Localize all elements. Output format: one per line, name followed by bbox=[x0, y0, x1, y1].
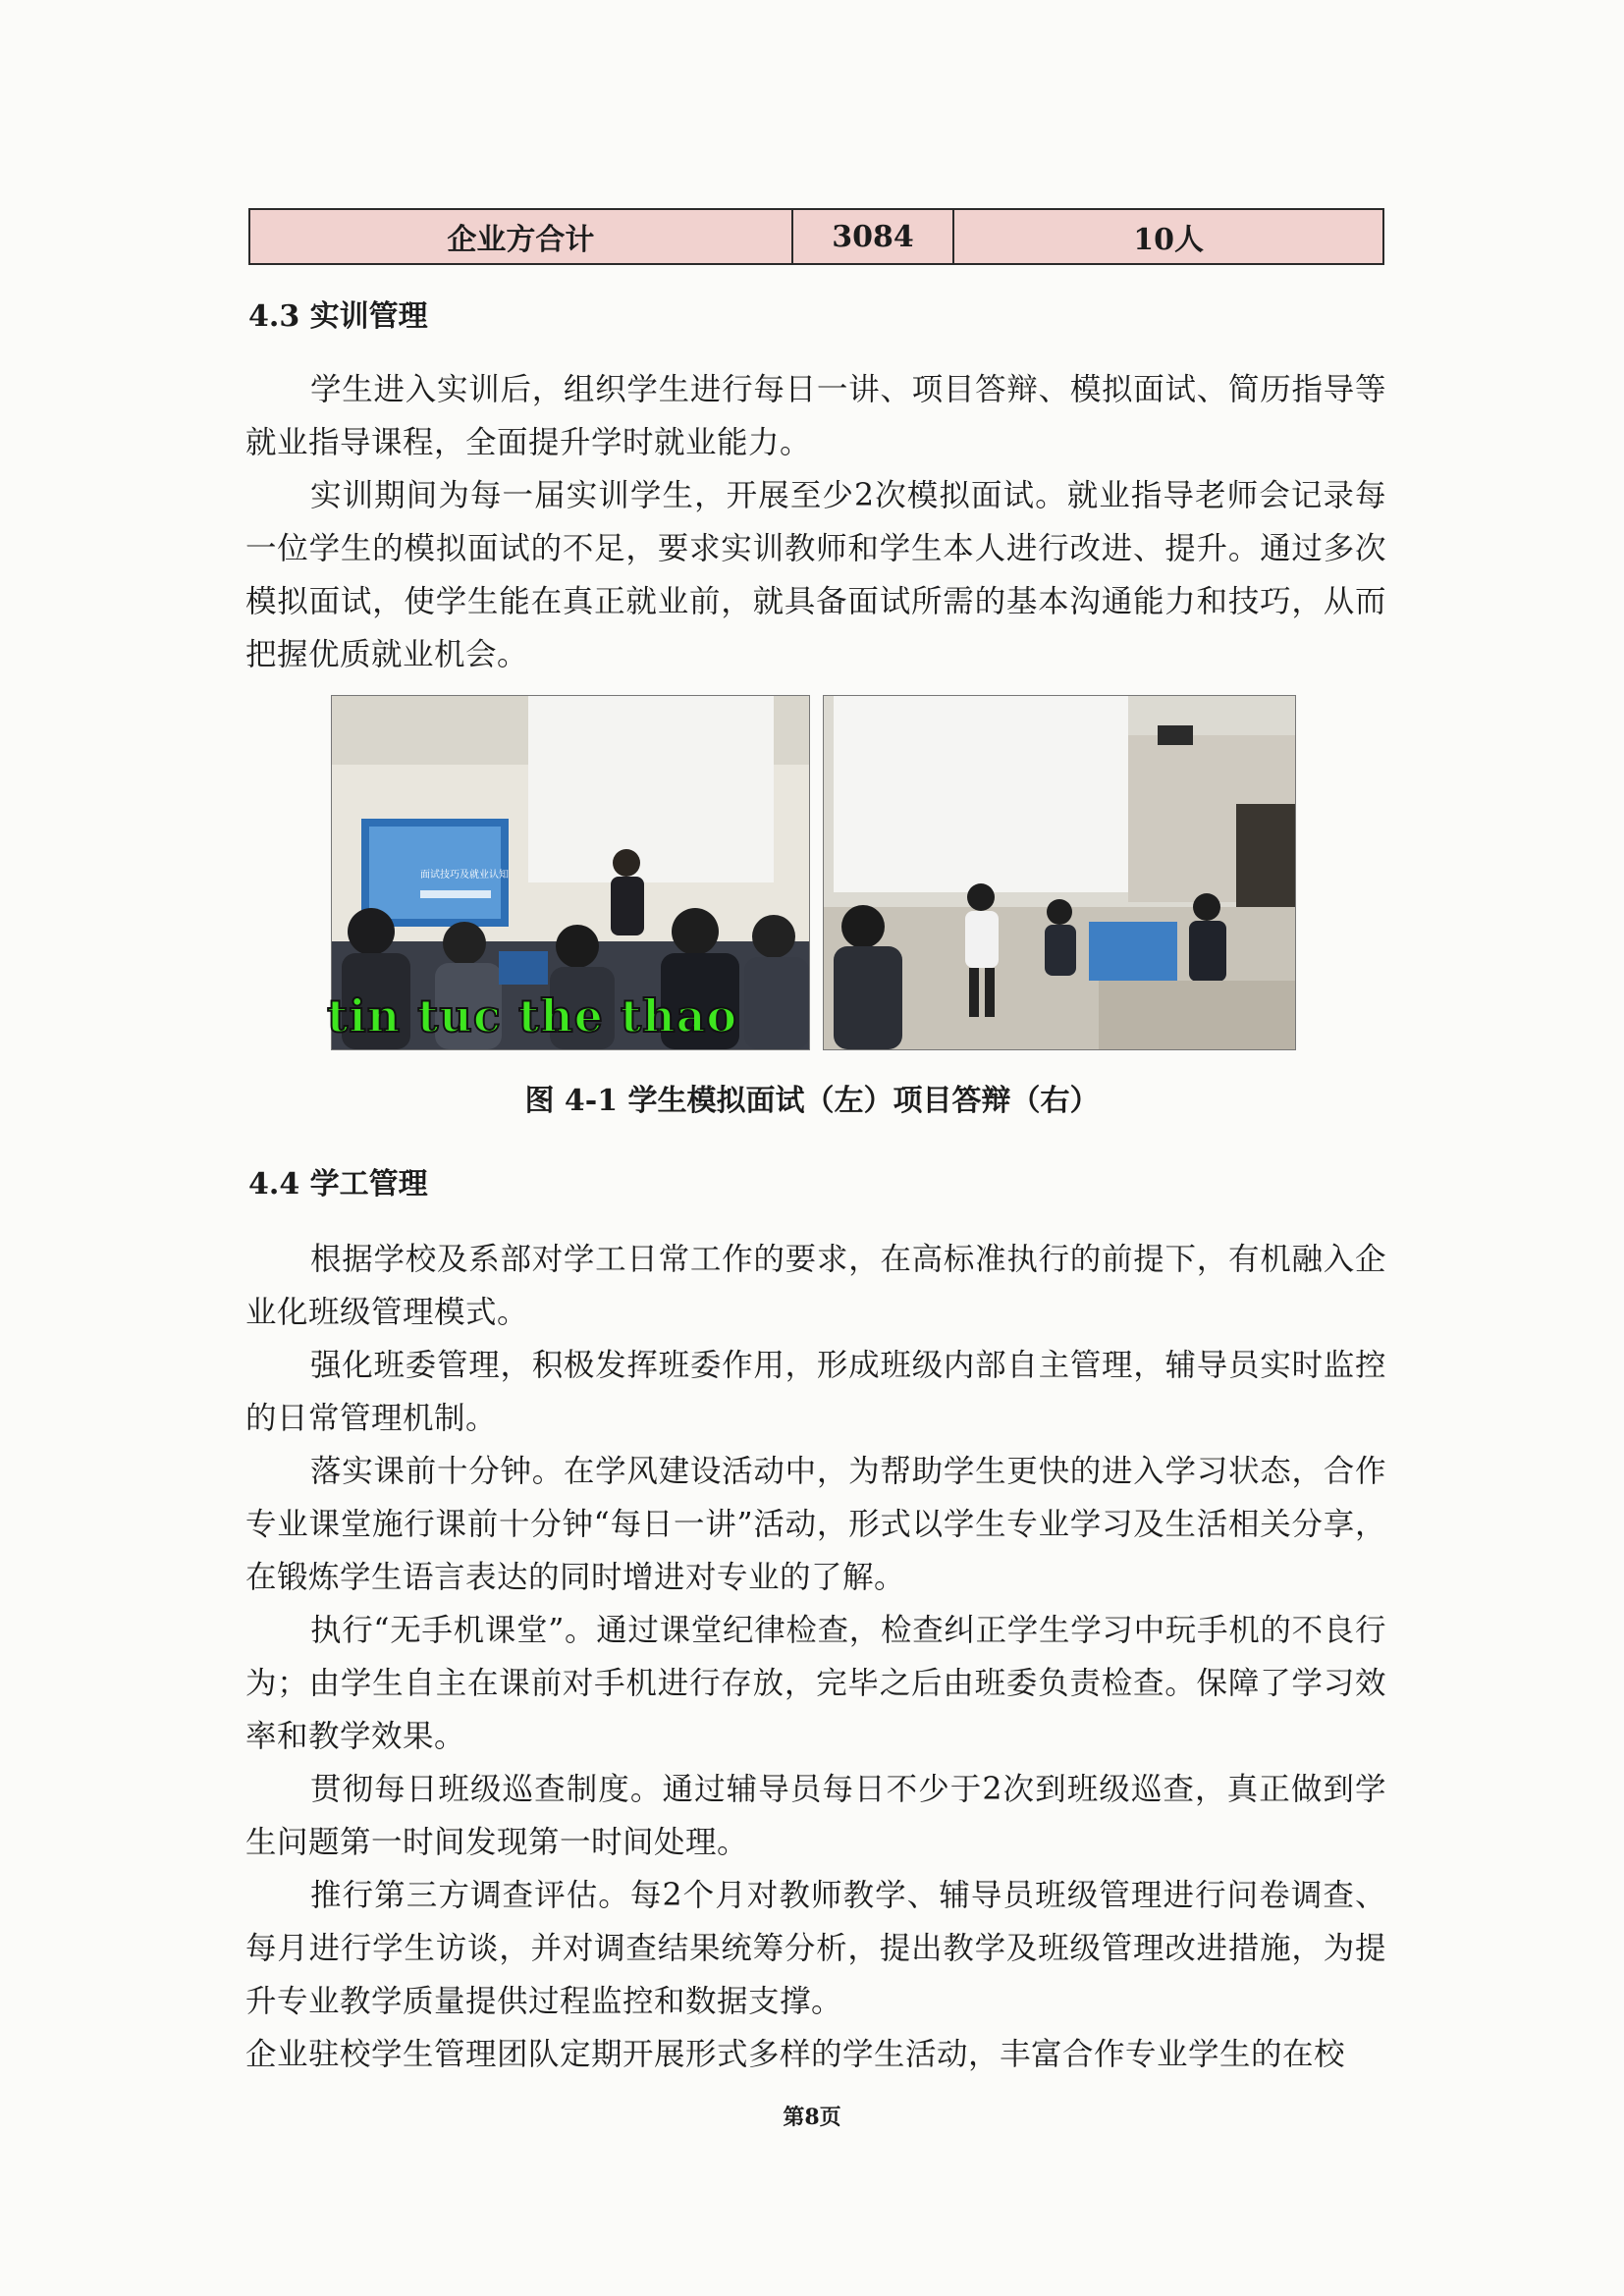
paragraph: 推行第三方调查评估。每2个月对教师教学、辅导员班级管理进行问卷调查、每月进行学生访谈，并对调查结果统筹分析，提出教学及班级管理改进措施，为提升专业教学质量提供过程监控和数据支撑。 bbox=[245, 1878, 1386, 2019]
figure-caption: 图 4-1 学生模拟面试（左）项目答辩（右） bbox=[524, 1084, 1100, 1118]
paragraph: 根据学校及系部对学工日常工作的要求，在高标准执行的前提下，有机融入企业化班级管理模式。 bbox=[245, 1242, 1386, 1330]
section-heading-4-3: 4.3 实训管理 bbox=[248, 299, 428, 334]
section-heading-4-4: 4.4 学工管理 bbox=[248, 1167, 428, 1201]
paragraph: 实训期间为每一届实训学生，开展至少2次模拟面试。就业指导老师会记录每一位学生的模拟面试的不足，要求实训教师和学生本人进行改进、提升。通过多次模拟面试，使学生能在真正就业前，就具备面试所需的基本沟通能力和技巧，从而把握优质就业机会。 bbox=[245, 478, 1386, 672]
project-defense-illustration bbox=[824, 696, 1295, 1049]
table-row bbox=[249, 209, 1383, 264]
screen-text: 面试技巧及就业认知 bbox=[420, 870, 509, 881]
summary-people-cell: 10人 bbox=[953, 209, 1383, 264]
summary-table bbox=[248, 208, 1384, 265]
paragraph: 企业驻校学生管理团队定期开展形式多样的学生活动，丰富合作专业学生的在校 bbox=[245, 2037, 1346, 2072]
paragraph: 贯彻每日班级巡查制度。通过辅导员每日不少于2次到班级巡查，真正做到学生问题第一时间发现第一时间处理。 bbox=[245, 1772, 1386, 1860]
summary-label-cell: 企业方合计 bbox=[249, 209, 792, 264]
paragraph: 学生进入实训后，组织学生进行每日一讲、项目答辩、模拟面试、简历指导等就业指导课程，全面提升学时就业能力。 bbox=[245, 372, 1386, 460]
paragraph: 落实课前十分钟。在学风建设活动中，为帮助学生更快的进入学习状态，合作专业课堂施行课前十分钟“每日一讲”活动，形式以学生专业学习及生活相关分享，在锻炼学生语言表达的同时增进对专业的了解。 bbox=[245, 1454, 1386, 1595]
paragraph: 执行“无手机课堂”。通过课堂纪律检查，检查纠正学生学习中玩手机的不良行为；由学生自主在课前对手机进行存放，完毕之后由班委负责检查。保障了学习效率和教学效果。 bbox=[245, 1613, 1386, 1754]
summary-hours-cell: 3084 bbox=[792, 209, 953, 264]
paragraph: 强化班委管理，积极发挥班委作用，形成班级内部自主管理，辅导员实时监控的日常管理机制。 bbox=[245, 1348, 1386, 1436]
watermark-text: tin tuc the thao bbox=[327, 989, 738, 1042]
photo-project-defense bbox=[823, 695, 1296, 1050]
page-number: 第8页 bbox=[783, 2105, 841, 2130]
